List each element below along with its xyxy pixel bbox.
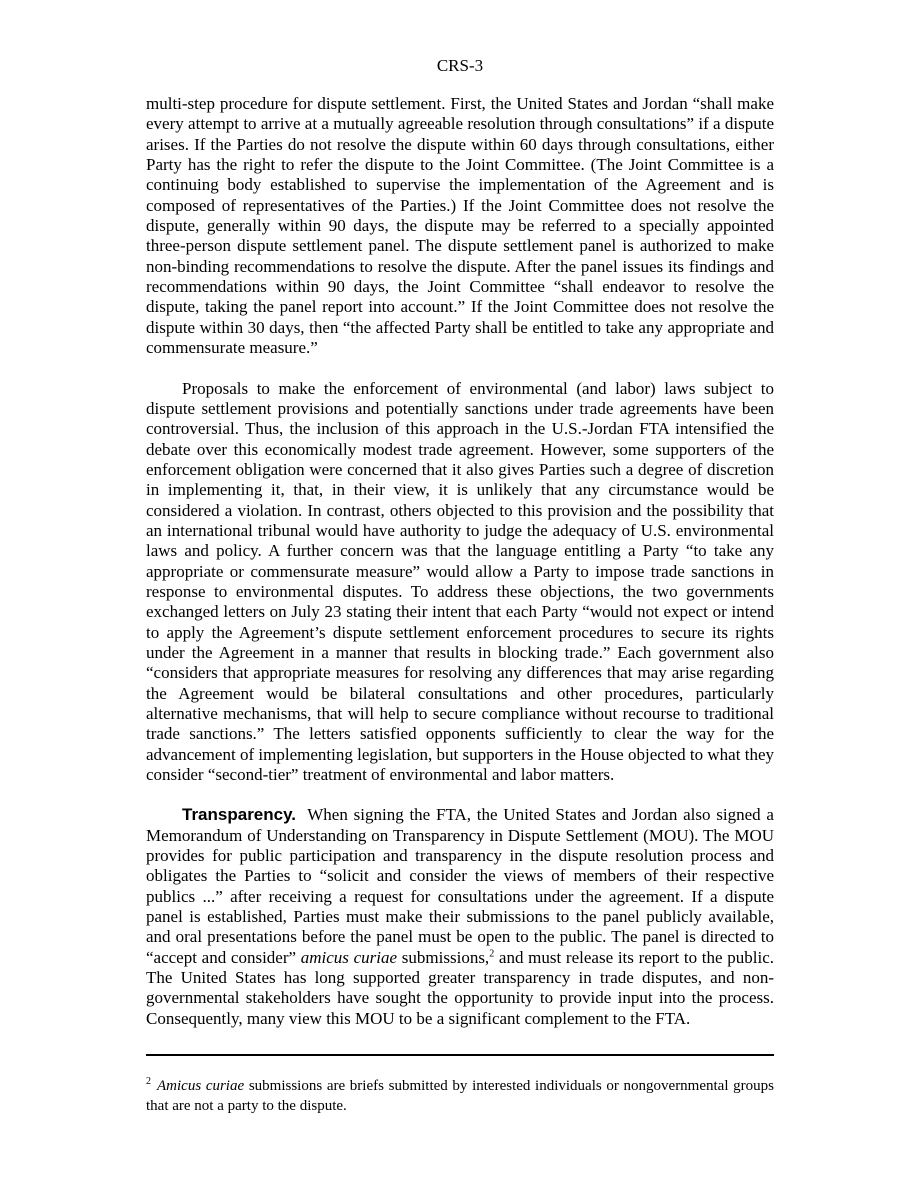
paragraph-enforcement-controversy: Proposals to make the enforcement of environmental (and labor) laws subject to dispute settlement provisions and potentially sanctions under trade agreements have been controversial. Thus, the inclusion of this approach in the U.S.-Jordan FTA intensified the debate over this economically modest trade agreement. However, some supporters of the enforcement obligation were concerned that it also gives Parties such a degree of discretion in implementing it, that, in their view, it is unlikely that any circumstance would be considered a violation. In contrast, others objected to this provision and the possibility that an international tribunal would have authority to judge the adequacy of U.S. environmental laws and policy. A further concern was that the language entitling a Party “to take any appropriate or commensurate measure” would allow a Party to impose trade sanctions in response to environmental disputes. To address these objections, the two governments exchanged letters on July 23 stating their intent that each Party “would not expect or intend to apply the Agreement’s dispute settlement enforcement procedures to secure its rights under the Agreement in a manner that results in blocking trade.” Each government also “considers that appropriate measures for resolving any differences that may arise regarding the Agreement would be bilateral consultations and other procedures, particularly alternative mechanisms, that will help to secure compliance without recourse to traditional trade sanctions.” The letters satisfied opponents sufficiently to clear the way for the advancement of implementing legislation, but supporters in the House objected to what they consider “second-tier” treatment of environmental and labor matters. (146, 378, 774, 784)
footnote-italic-term: Amicus curiae (157, 1078, 245, 1094)
footnote-2 (146, 1076, 774, 1116)
transparency-text-c: and must release its report to the public. The United States has long supported greater transparency in trade disputes, and non-governmental stakeholders have sought the opportunity to provide input into the process. Consequently, many view this MOU to be a significant complement to the FTA. (146, 947, 775, 1028)
footnote-number: 2 (146, 1076, 151, 1087)
amicus-curiae-term: amicus curiae (300, 947, 398, 967)
footnote-divider (146, 1054, 774, 1056)
transparency-text-a: When signing the FTA, the United States and Jordan also signed a Memorandum of Understanding on Transparency in Dispute Settlement (MOU). The MOU provides for public participation and transparency in the dispute resolution process and obligates the Parties to “solicit and consider the views of members of their respective publics ...” after receiving a request for consultations under the agreement. If a dispute panel is established, Parties must make their submissions to the panel publicly available, and oral presentations before the panel must be open to the public. The panel is directed to “accept and consider” (146, 805, 774, 967)
paragraph-dispute-procedure: multi-step procedure for dispute settlement. First, the United States and Jordan “shall make every attempt to arrive at a mutually agreeable resolution through consultations” if a dispute arises. If the Parties do not resolve the dispute within 60 days through consultations, either Party has the right to refer the dispute to the Joint Committee. (The Joint Committee is a continuing body established to supervise the implementation of the Agreement and is composed of representatives of the Parties.) If the Joint Committee does not resolve the dispute, generally within 90 days, the dispute may be referred to a specially appointed three-person dispute settlement panel. The dispute settlement panel is authorized to make non-binding recommendations to resolve the dispute. After the panel issues its findings and recommendations within 90 days, the Joint Committee “shall endeavor to resolve the dispute, taking the panel report into account.” If the Joint Committee does not resolve the dispute within 30 days, then “the affected Party shall be entitled to take any appropriate and commensurate measure.” (146, 94, 774, 357)
paragraph-transparency (146, 805, 774, 1029)
body-text (146, 94, 774, 1049)
footnote-text: submissions are briefs submitted by interested individuals or nongovernmental groups that are not a party to the dispute. (146, 1078, 774, 1114)
transparency-text-b: submissions, (401, 947, 490, 967)
transparency-heading: Transparency. (182, 805, 297, 825)
page-number-header: CRS-3 (436, 56, 484, 75)
footnote-reference[interactable]: 2 (489, 948, 495, 960)
